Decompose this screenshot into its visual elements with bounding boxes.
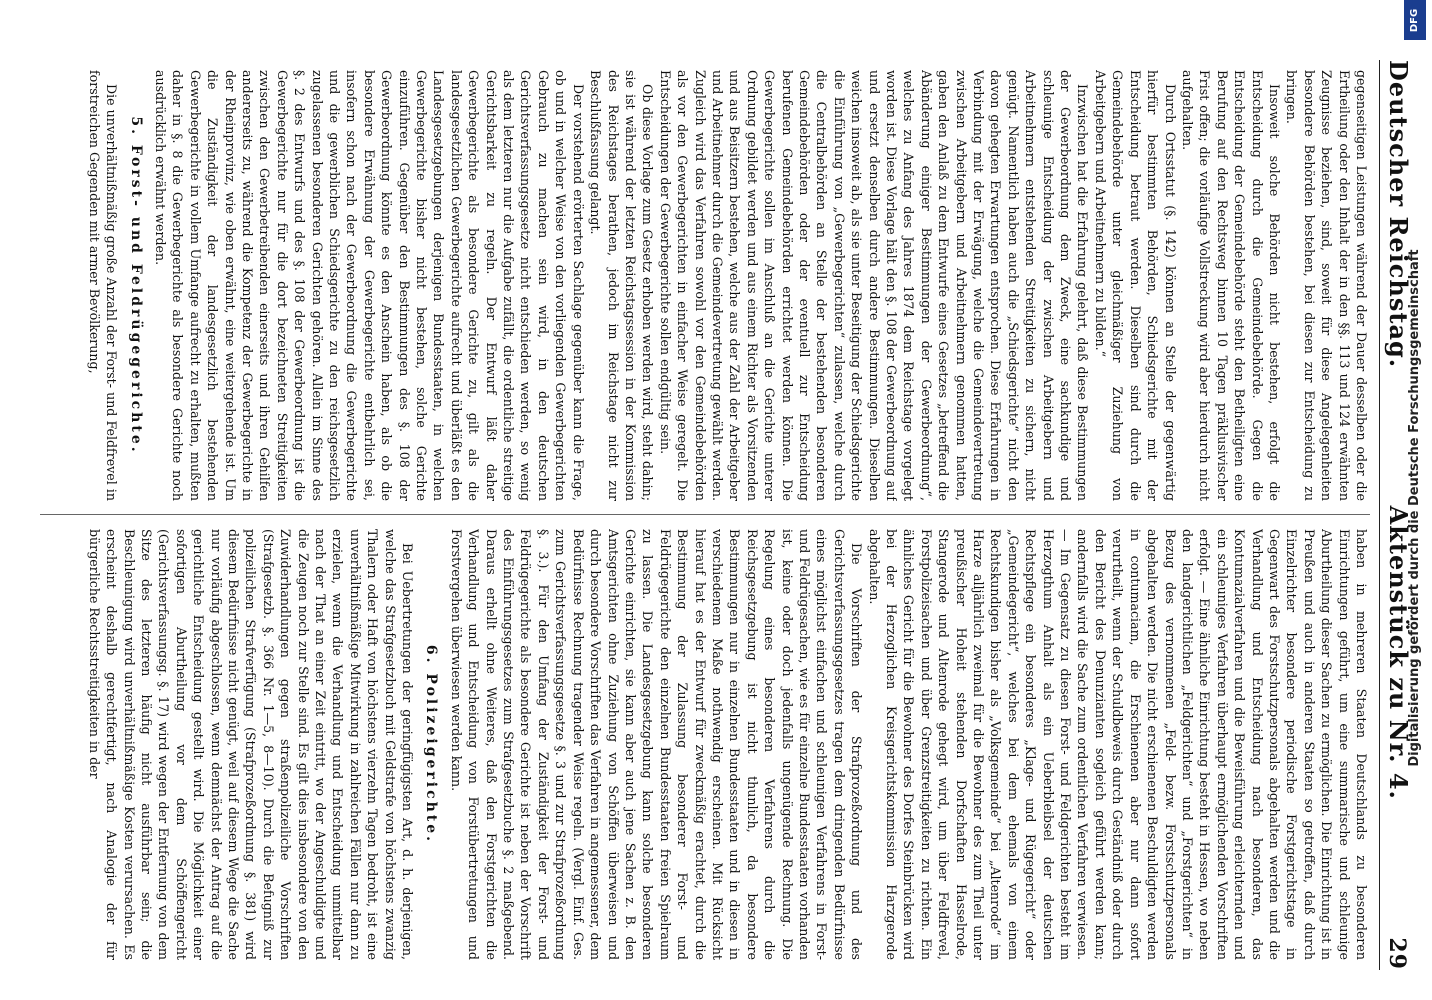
paragraph: Bei Uebertretungen der geringfügigsten Art, d. h. derjenigen, welche das Strafgesetzbuch mit Geldstrafe von höchstens zwanzig Thalern oder Haft von höchstens vierzehn Tagen bedroht, ist eine unverhältnißmäßige Mitwirkung in zahlreichen Fällen nur dann zu erzielen, wenn die Verhandlung und Entscheidung unmittelbar nach der That an einer Zeit eintritt, wo der Angeschuldigte und die Zeugen noch zur Stelle sind. Es gilt dies insbesondere von den Zuwiderhandlungen gegen straßenpolizeiliche Vorschriften (Strafgesetzb. §. 366 Nr. 1—5, 8—10). Durch die Befugniß zur polizeilichen Strafverfügung (Strafprozeßordnung §. 381) wird diesem Bedürfnisse nicht genügt, weil auf diesem Wege die Sache nur vorläufig abgeschlossen, wenn demnächst der Antrag auf die gerichtliche Entscheidung gestellt wird. Die Möglichkeit einer sofortigen Aburtheilung vor dem Schöffengericht (Gerichtsverfassungsg. §. 17) wird wegen der Entfernung von dem Sitze des letzteren häufig nicht ausführbar sein; die Beschleunigung wird unverhältnißmäßige Kosten verursachen. Es erscheint deshalb gerechtfertigt, nach Analogie der für bürgerliche Rechtsstreitigkeiten in der xyxy=(86,529,416,960)
digitization-credit-strip xyxy=(1398,0,1432,1000)
paragraph: Die unverhältnißmäßig große Anzahl der Forst- und Feldfrevel in forstreichen Gegenden mit armer Bevölkerung, xyxy=(86,70,120,501)
paragraph: haben in mehreren Staaten Deutschlands zu besonderen Einrichtungen geführt, um eine summarische und schleunige Aburtheilung dieser Sachen zu ermöglichen. Die Einrichtung ist in Preußen und auch in anderen Staaten so getroffen, daß durch Einzelrichter besondere periodische Forstgerichtstage in Gegenwart des Forstschutzpersonals abgehalten werden und die Verhandlung und Entscheidung nach besonderen, das Kontumazialverfahren und die Beweisführung erleichternden und ein schleuniges Verfahren überhaupt ermöglichenden Vorschriften erfolgt. — Eine ähnliche Einrichtung besteht in Hessen, wo neben den landgerichtlichen „Feldgerichten“ und „Forstgerichten“ in Bezug des vernommenen „Feld- bezw. Forstschutzpersonals abgehalten werden. Die nicht erschienenen Beschuldigten werden in contumaciam, die Erschienenen aber nur dann sofort verurtheilt, wenn der Schuldbeweis durch Geständniß oder durch den Bericht des Denunzianten sogleich geführt werden kann; andernfalls wird die Sache zum ordentlichen Verfahren verwiesen. — Im Gegensatz zu diesen Forst- und Feldgerichten besteht im Herzogthum Anhalt als ein Ueberbleibsel der deutschen Rechtspflege ein besonderes „Klage- und Rügegericht“ oder „Gemeindegericht“, welches bei dem ehemals von einem Rechtskundigen bisher als „Volksgemeinde“ bei „Altenrode“ im Harze alljährlich zweimal für die Bewohner des zum Theil unter preußischer Hoheit stehenden Dorfschaften Hasselrode, Stangerode und Altenrode gehegt wird, um über Feldfrevel, Forstpolizeisachen und über Grenzstreitigkeiten zu richten. Ein ähnliches Gericht für die Bewohner des Dorfes Steinbrücken wird bei der Herzoglichen Kreisgerichtskommission Harzgerode abgehalten. xyxy=(866,529,1369,960)
dfg-logo xyxy=(1404,0,1426,40)
header-center: Aktenstück zu Nr. 4. xyxy=(1384,505,1413,800)
paragraph: Insoweit solche Behörden nicht bestehen, erfolgt die Entscheidung durch die Gemeindebehörde. Gegen die Entscheidung der Gemeindebehörde steht den Betheiligten eine Berufung auf den Rechtsweg binnen 10 Tagen präklusivischer Frist offen; die vorläufige Vollstreckung wird aber hierdurch nicht aufgehalten. xyxy=(1179,70,1282,501)
left-column xyxy=(40,70,1370,501)
header-left: Deutscher Reichstag. xyxy=(1384,60,1413,369)
dfg-logo-text: DFG xyxy=(1409,8,1421,32)
right-column xyxy=(40,529,1370,960)
text-columns xyxy=(40,70,1370,960)
paragraph: Inzwischen hat die Erfahrung gelehrt, daß diese Bestimmungen der Gewerbeordnung dem Zweck, eine sachkundige und schleunige Entscheidung der zwischen Arbeitgebern und Arbeitnehmern entstehenden Streitigkeiten zu sichern, nicht genügt. Namentlich haben auch die „Schiedsgerichte“ nicht den davon gehegten Erwartungen entsprochen. Diese Erfahrungen in Verbindung mit der Erwägung, welche die Gemeindevertretung zwischen Arbeitgebern und Arbeitnehmern genommen hatten, gaben den Anlaß zu dem Entwurfe eines Gesetzes „betreffend die Abänderung einiger Bestimmungen der Gewerbeordnung“, welches zu Anfang des Jahres 1874 dem Reichstage vorgelegt worden ist. Diese Vorlage hält den §. 108 der Gewerbeordnung auf und ersetzt denselben durch andere Bestimmungen. Dieselben weichen insoweit ab, als sie unter Beseitigung der Schiedsgerichte die Einführung von „Gewerbegerichten“ zulassen, welche durch die Centralbehörden an Stelle der bestehenden besonderen Gemeindebehörden oder der eventuell zur Entscheidung berufenen Gemeindebehörden errichtet werden können. Die Gewerbegerichte sollen im Anschluß an die Gerichte unterer Ordnung gebildet werden und aus einem Richter als Vorsitzenden und aus Beisitzern bestehen, welche aus der Zahl der Arbeitgeber und Arbeitnehmer durch die Gemeindevertretung gewählt werden. Zugleich wird das Verfahren sowohl vor den Gemeindebehörden als vor den Gewerbegerichten in einfacher Weise geregelt. Die Entscheidungen der Gewerbegerichte sollen endgültig sein. xyxy=(657,70,1091,501)
paragraph: Ob diese Vorlage zum Gesetz erhoben werden wird, steht dahin; sie ist während der letzten Reichstagssession in der Kommission des Reichstages berathen, jedoch im Reichstage nicht zur Beschlußfassung gelangt. xyxy=(588,70,656,501)
section-heading: 5. Forst- und Feldrügegerichte. xyxy=(127,116,144,455)
page-number: 29 xyxy=(1384,937,1410,970)
paragraph: Durch Ortsstatut (§. 142) können an Stelle der gegenwärtig hierfür bestimmten Behörden, Schiedsgerichte mit der Entscheidung betraut werden. Dieselben sind durch die Gemeindebehörde unter gleichmäßiger Zuziehung von Arbeitgebern und Arbeitnehmern zu bilden.“ xyxy=(1092,70,1178,501)
paragraph: gegenseitigen Leistungen während der Dauer desselben oder die Ertheilung oder den Inhalt der in den §§. 113 und 124 erwähnten Zeugnisse beziehen, sind, soweit für diese Angelegenheiten besondere Behörden bestehen, bei diesen zur Entscheidung zu bringen. xyxy=(1284,70,1369,501)
section-heading: 6. Polizeigerichte. xyxy=(423,644,440,845)
digitization-note: Digitalisierung gefördert durch die Deutsche Forschungsgemeinschaft xyxy=(1407,249,1422,767)
paragraph: Der vorstehend erörterten Sachlage gegenüber kann die Frage, ob und in welcher Weise von den vorliegenden Gewerbegerichten Gebrauch zu machen sein wird, in den deutschen Gerichtsverfassungsgesetze nicht entschieden werden, so wenig als dem letzteren nur die Aufgabe zufällt, die ordentliche streitige Gerichtsbarkeit zu regeln. Der Entwurf läßt daher Gewerbegerichte als besondere Gerichte zu, gilt als die landesgesetzlichen Gewerbegerichte aufrecht und überläßt es den Landesgesetzgebungen derjenigen Bundesstaaten, in welchen Gewerbegerichte bisher nicht bestehen, solche Gerichte einzuführen. Gegenüber den Bestimmungen des §. 108 der Gewerbeordnung könnte es den Anschein haben, als ob die besondere Erwähnung der Gewerbegerichte entbehrlich sei, insofern schon nach der Gewerbeordnung die Gewerbegerichte und die gewerblichen Schiedsgerichte zu den reichsgesetzlich zugelassenen besonderen Gerichten gehören. Allein im Sinne des §. 2 des Entwurfs und des §. 108 der Gewerbeordnung ist die Gewerbegerichte nur für die dort bezeichneten Streitigkeiten zwischen den Gewerbetreibenden einerseits und ihren Gehilfen andererseits zu, während die Kompetenz der Gewerbegerichte in der Rheinprovinz, wie oben erwähnt, eine weitergehende ist. Um die Zuständigkeit der landesgesetzlich bestehenden Gewerbegerichte in vollem Umfange aufrecht zu erhalten, mußten daher in §. 8 die Gewerbegerichte als besondere Gerichte noch ausdrücklich erwähnt werden. xyxy=(152,70,586,501)
paragraph: Die Vorschriften der Strafprozeßordnung und des Gerichtsverfassungsgesetzes tragen dem dringenden Bedürfnisse eines möglichst einfachen und schleunigen Verfahrens in Forst- und Feldrügesachen, wie es für einzelne Bundesstaaten vorhanden ist, keine oder doch jedenfalls ungenügende Rechnung. Die Regelung eines besonderen Verfahrens durch die Reichsgesetzgebung ist nicht thunlich, da besondere Bestimmungen nur in einzelnen Bundesstaaten und in diesen in verschiedenem Maße nothwendig erscheinen. Mit Rücksicht hierauf hat es der Entwurf für zweckmäßig erachtet, durch die Bestimmung der Zulassung besonderer Forst- und Feldrügegerichte den einzelnen Bundesstaaten freien Spielraum zu lassen. Die Landesgesetzgebung kann solche besonderen Gerichte einrichten, sie kann aber auch jene Sachen z. B. den Amtsgerichten ohne Zuziehung von Schöffen überweisen und durch besondere Vorschriften das Verfahren in angemessener, dem Bedürfnisse Rechnung tragender Weise regeln. (Vergl. Einf. Ges. zum Gerichtsverfassungsgesetze §. 3 und zur Strafprozeßordnung §. 3.). Für den Umfang der Zuständigkeit der Forst- und Feldrügegerichte als besondere Gerichte ist neben der Vorschrift des Einführungsgesetzes zum Strafgesetzbuche §. 2 maßgebend. Daraus erhellt ohne Weiteres, daß den Forstgerichten die Verhandlung und Entscheidung von Forstübertretungen und Forstvergehen überwiesen werden kann. xyxy=(448,529,865,960)
